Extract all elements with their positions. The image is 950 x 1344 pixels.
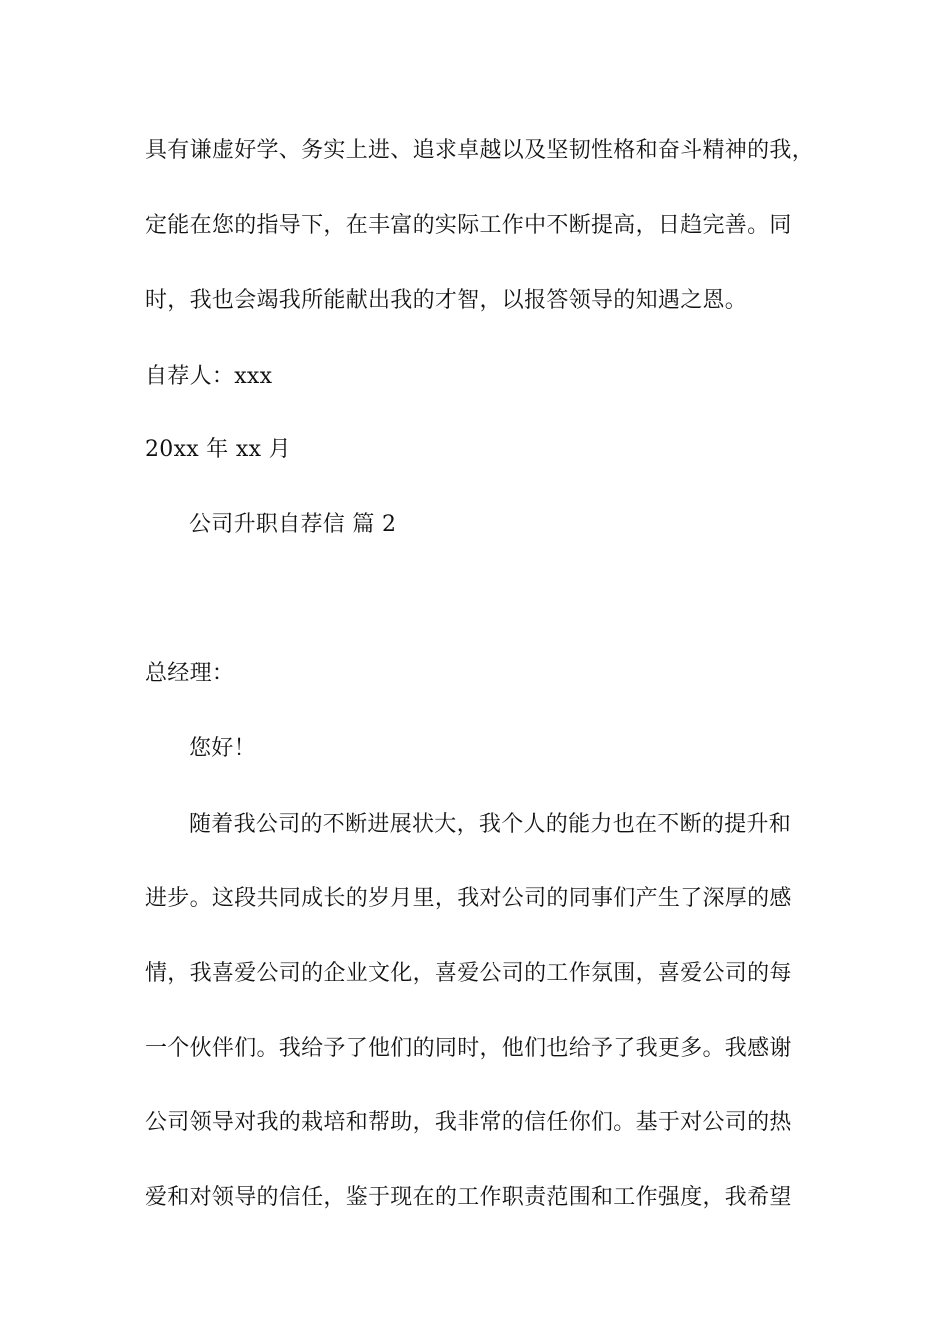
section-title: 公司升职自荐信 篇 2 — [189, 512, 397, 537]
paragraph-line: 随着我公司的不断进展状大，我个人的能力也在不断的提升和 — [189, 812, 792, 837]
paragraph-line: 时，我也会竭我所能献出我的才智，以报答领导的知遇之恩。 — [145, 288, 748, 313]
paragraph-line: 一个伙伴们。我给予了他们的同时，他们也给予了我更多。我感谢 — [145, 1036, 792, 1061]
paragraph-line: 爱和对领导的信任，鉴于现在的工作职责范围和工作强度，我希望 — [145, 1185, 792, 1210]
paragraph-line: 定能在您的指导下，在丰富的实际工作中不断提高，日趋完善。同 — [145, 213, 792, 238]
greeting: 您好！ — [189, 736, 256, 761]
paragraph-line: 情，我喜爱公司的企业文化，喜爱公司的工作氛围，喜爱公司的每 — [145, 961, 792, 986]
paragraph-line: 公司领导对我的栽培和帮助，我非常的信任你们。基于对公司的热 — [145, 1110, 792, 1135]
date-line: 20xx 年 xx 月 — [145, 437, 291, 462]
signature-line: 自荐人：xxx — [145, 364, 273, 389]
paragraph-line: 进步。这段共同成长的岁月里，我对公司的同事们产生了深厚的感 — [145, 886, 792, 911]
salutation: 总经理： — [145, 661, 235, 686]
paragraph-line: 具有谦虚好学、务实上进、追求卓越以及坚韧性格和奋斗精神的我， — [145, 138, 815, 163]
